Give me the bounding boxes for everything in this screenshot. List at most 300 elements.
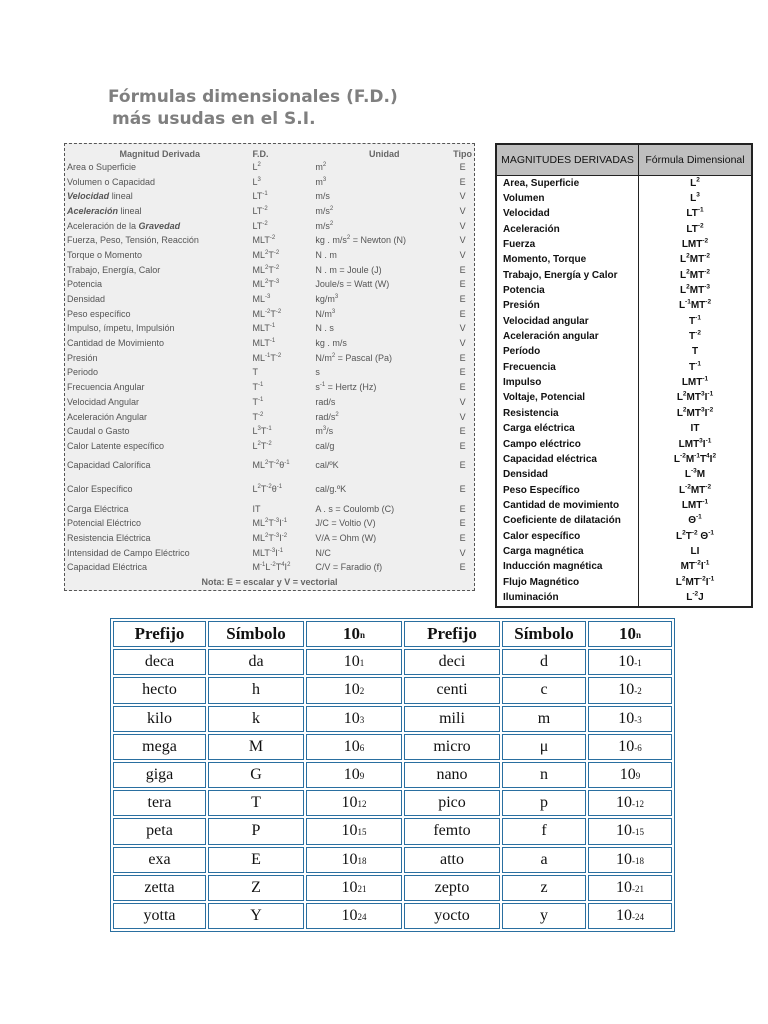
table-row xyxy=(67,478,472,502)
formula-cell: $\Theta^{-1}$ xyxy=(639,514,753,529)
formula-cell: $L^{-1}MT^{-2}$ xyxy=(639,299,753,314)
unidad-cell: $N/m^2$ = Pascal (Pa) xyxy=(315,352,392,363)
power-cell: $10^{-12}$ xyxy=(588,790,672,816)
table-row xyxy=(67,307,472,322)
fd-cell: $T^{-1}$ xyxy=(252,382,264,393)
magnitud-cell: Presión xyxy=(503,300,540,312)
table-row xyxy=(113,734,672,760)
fd-cell: IT xyxy=(252,503,261,514)
magnitud-cell: Período xyxy=(503,346,541,358)
formula-cell: $L^2MT^{-2}$ xyxy=(639,253,753,268)
magnitud-cell: Frecuencia Angular xyxy=(67,382,145,393)
magnitud-cell: Cantidad de Movimiento xyxy=(67,338,165,349)
formula-cell: $L^2T^{-2}$ $\Theta^{-1}$ xyxy=(639,529,753,544)
power-cell: $10^{24}$ xyxy=(306,903,402,929)
table-row xyxy=(496,483,752,498)
unidad-cell: C/V = Faradio (f) xyxy=(315,562,383,573)
prefix-cell: mega xyxy=(113,734,206,760)
power-cell: $10^9$ xyxy=(306,762,402,788)
unidad-cell: $kg/m^3$ xyxy=(315,294,339,305)
power-cell: $10^1$ xyxy=(306,649,402,675)
symbol-cell: E xyxy=(208,847,304,873)
magnitud-cell: Inducción magnética xyxy=(503,561,603,573)
fd-cell: $ML^{-1}T^{-2}$ xyxy=(252,352,282,363)
magnitud-cell: Presión xyxy=(67,352,98,363)
fd-cell: $MLT^{-2}$ xyxy=(252,235,276,246)
formula-cell: $L^2MT^3I^{-2}$ xyxy=(639,406,753,421)
symbol-cell: μ xyxy=(502,734,586,760)
table-row xyxy=(496,253,752,268)
fd-cell: $MLT^{-1}$ xyxy=(252,323,276,334)
table-row xyxy=(67,278,472,293)
symbol-cell: da xyxy=(208,649,304,675)
magnitud-cell: Potencia xyxy=(67,279,103,290)
table-row xyxy=(67,424,472,439)
header-tipo: Tipo xyxy=(453,148,472,159)
unidad-cell: rad/s xyxy=(315,396,336,407)
power-cell: $10^2$ xyxy=(306,677,402,703)
formula-cell: $LMT^3I^{-1}$ xyxy=(639,437,753,452)
unidad-cell: N . s xyxy=(315,323,334,334)
magnitud-cell: Velocidad xyxy=(503,208,550,220)
magnitud-cell: Capacidad eléctrica xyxy=(503,453,597,465)
prefix-cell: giga xyxy=(113,762,206,788)
unidad-cell: Joule/s = Watt (W) xyxy=(315,279,390,290)
prefix-cell: exa xyxy=(113,847,206,873)
formula-cell: $LMT^{-2}$ xyxy=(639,237,753,252)
power-cell: $10^{-2}$ xyxy=(588,677,672,703)
magnitud-cell: Velocidad lineal xyxy=(67,191,133,202)
tipo-cell: V xyxy=(459,338,466,349)
table-row xyxy=(67,410,472,425)
unidad-cell: $m^3$ xyxy=(315,176,327,187)
fd-cell: $ML^{-2}T^{-2}$ xyxy=(252,308,282,319)
power-cell: $10^{18}$ xyxy=(306,847,402,873)
power-cell: $10^6$ xyxy=(306,734,402,760)
magnitud-cell: Velocidad Angular xyxy=(67,396,140,407)
table-row xyxy=(67,366,472,381)
unidad-cell: $s^{-1}$ = Hertz (Hz) xyxy=(315,382,377,393)
table-row xyxy=(67,561,472,576)
magnitud-cell: Densidad xyxy=(503,469,549,481)
table-row xyxy=(496,176,752,192)
prefix-cell: micro xyxy=(404,734,500,760)
formula-cell: $MT^{-2}I^{-1}$ xyxy=(639,560,753,575)
header-unidad: Unidad xyxy=(368,148,400,159)
prefix-cell: peta xyxy=(113,818,206,844)
formula-cell: LI xyxy=(639,544,753,559)
magnitud-cell: Trabajo, Energía y Calor xyxy=(503,269,618,281)
fd-cell: $T^{-2}$ xyxy=(252,411,264,422)
tipo-cell: E xyxy=(459,382,466,393)
unidad-cell: $m^3/s$ xyxy=(315,426,334,437)
unidad-cell: J/C = Voltio (V) xyxy=(315,518,376,529)
prefix-cell: zepto xyxy=(404,875,500,901)
magnitud-cell: Resistencia Eléctrica xyxy=(67,532,151,543)
table-row xyxy=(496,237,752,252)
tipo-cell: E xyxy=(459,279,466,290)
table-row xyxy=(67,454,472,478)
magnitud-cell: Cantidad de movimiento xyxy=(503,499,620,511)
prefix-cell: tera xyxy=(113,790,206,816)
fd-cell: $ML^2T^{-2}$ xyxy=(252,264,280,275)
prefix-cell: deci xyxy=(404,649,500,675)
magnitud-cell: Periodo xyxy=(67,367,99,378)
symbol-cell: T xyxy=(208,790,304,816)
tipo-cell: E xyxy=(459,308,466,319)
table-row xyxy=(113,706,672,732)
fd-cell: $ML^2T^{-3}I^{-2}$ xyxy=(252,532,288,543)
power-cell: $10^{-18}$ xyxy=(588,847,672,873)
unidad-cell: N . m xyxy=(315,249,337,260)
symbol-cell: Y xyxy=(208,903,304,929)
table-note: Nota: E = escalar y V = vectorial xyxy=(201,577,338,587)
fd-cell: $L^2$ xyxy=(252,161,261,172)
fd-cell: $L^3T^{-1}$ xyxy=(252,426,272,437)
magnitud-cell: Coeficiente de dilatación xyxy=(503,515,621,527)
magnitud-cell: Peso Específico xyxy=(503,484,580,496)
formula-cell: $LT^{-2}$ xyxy=(639,222,753,237)
magnitud-cell: Calor Específico xyxy=(67,484,133,495)
table-row xyxy=(67,204,472,219)
table-row xyxy=(67,336,472,351)
symbol-cell: n xyxy=(502,762,586,788)
magnitud-cell: Volumen xyxy=(503,193,545,205)
tipo-cell: E xyxy=(459,294,466,305)
fd-cell: $MLT^{-1}$ xyxy=(252,338,276,349)
table-row xyxy=(496,575,752,590)
header-formula: Fórmula Dimensional xyxy=(639,144,753,176)
power-cell: $10^3$ xyxy=(306,706,402,732)
table-row xyxy=(496,437,752,452)
symbol-cell: z xyxy=(502,875,586,901)
table-row xyxy=(67,263,472,278)
fd-cell: T xyxy=(252,367,258,378)
magnitud-cell: Aceleración xyxy=(503,223,560,235)
magnitud-cell: Capacidad Eléctrica xyxy=(67,562,148,573)
dimensional-formulas-table xyxy=(64,143,475,591)
magnitud-cell: Velocidad angular xyxy=(503,315,589,327)
magnitud-cell: Impulso, ímpetu, Impulsión xyxy=(67,323,175,334)
table-row xyxy=(113,847,672,873)
table-row xyxy=(113,649,672,675)
page-title xyxy=(108,86,398,130)
fd-cell: $L^3$ xyxy=(252,176,261,187)
unidad-cell: cal/g xyxy=(315,440,335,451)
header-magnitudes: MAGNITUDES DERIVADAS xyxy=(496,144,639,176)
table-header-row xyxy=(67,147,472,160)
unidad-cell: $m/s^2$ xyxy=(315,205,334,216)
symbol-cell: m xyxy=(502,706,586,732)
prefix-cell: femto xyxy=(404,818,500,844)
table-row xyxy=(496,207,752,222)
table-header-row xyxy=(113,621,672,647)
symbol-cell: p xyxy=(502,790,586,816)
unidad-cell: rad/$s^2$ xyxy=(315,411,339,422)
fd-cell: $L^2T^{-2}\theta^{-1}$ xyxy=(252,484,283,495)
formula-cell: $L^2MT^{-2}I^{-1}$ xyxy=(639,575,753,590)
power-cell: $10^{-24}$ xyxy=(588,903,672,929)
table-row xyxy=(67,219,472,234)
magnitud-cell: Trabajo, Energía, Calor xyxy=(67,264,161,275)
power-cell: $10^{-3}$ xyxy=(588,706,672,732)
magnitud-cell: Aceleración Angular xyxy=(67,411,148,422)
table-row xyxy=(113,903,672,929)
table-row xyxy=(496,560,752,575)
unidad-cell: s xyxy=(315,367,320,378)
magnitud-cell: Aceleración lineal xyxy=(67,205,142,216)
table-header-row xyxy=(496,144,752,176)
table-row xyxy=(496,283,752,298)
table-row xyxy=(113,677,672,703)
table-row xyxy=(113,818,672,844)
magnitud-cell: Volumen o Capacidad xyxy=(67,176,156,187)
table-row xyxy=(496,406,752,421)
header-simbolo: Símbolo xyxy=(502,621,586,647)
table-row xyxy=(496,299,752,314)
table-row xyxy=(496,268,752,283)
prefix-cell: zetta xyxy=(113,875,206,901)
formula-cell: $L^2MT^{-3}$ xyxy=(639,283,753,298)
tipo-cell: V xyxy=(459,205,466,216)
fd-cell: $ML^2T^{-3}$ xyxy=(252,279,280,290)
magnitud-cell: Aceleración angular xyxy=(503,331,599,343)
magnitud-cell: Potencia xyxy=(503,285,545,297)
unidad-cell: $m/s^2$ xyxy=(315,220,334,231)
unidad-cell: m/s xyxy=(315,191,330,202)
title-line-1: Fórmulas dimensionales (F.D.) xyxy=(108,87,398,107)
unidad-cell: cal/g.ºK xyxy=(315,484,347,495)
formula-cell: $L^{-2}J$ xyxy=(639,590,753,606)
prefix-cell: atto xyxy=(404,847,500,873)
unidad-cell: kg . $m/s^2$ = Newton (N) xyxy=(315,235,406,246)
magnitud-cell: Fuerza, Peso, Tensión, Reacción xyxy=(67,235,199,246)
prefix-cell: mili xyxy=(404,706,500,732)
magnitud-cell: Momento, Torque xyxy=(503,254,587,266)
table-row xyxy=(67,233,472,248)
magnitud-cell: Resistencia xyxy=(503,407,559,419)
unidad-cell: N . m = Joule (J) xyxy=(315,264,382,275)
table-row xyxy=(113,762,672,788)
tipo-cell: E xyxy=(459,264,466,275)
table-row xyxy=(67,546,472,561)
prefix-cell: pico xyxy=(404,790,500,816)
formula-cell: $L^{-3}M$ xyxy=(639,468,753,483)
table-row xyxy=(496,514,752,529)
header-prefijo: Prefijo xyxy=(113,621,206,647)
table-row xyxy=(496,360,752,375)
table-row xyxy=(67,189,472,204)
formula-cell: $T^{-1}$ xyxy=(639,360,753,375)
symbol-cell: c xyxy=(502,677,586,703)
formula-cell: $L^3$ xyxy=(639,191,753,206)
magnitud-cell: Calor específico xyxy=(503,530,581,542)
header-simbolo: Símbolo xyxy=(208,621,304,647)
formula-cell: $LT^{-1}$ xyxy=(639,207,753,222)
prefix-cell: yotta xyxy=(113,903,206,929)
formula-cell: $L^2$ xyxy=(639,176,753,192)
tipo-cell: E xyxy=(459,503,466,514)
magnitud-cell: Potencial Eléctrico xyxy=(67,518,142,529)
tipo-cell: E xyxy=(459,460,466,471)
power-cell: $10^{12}$ xyxy=(306,790,402,816)
table-row xyxy=(67,502,472,517)
fd-cell: $LT^{-2}$ xyxy=(252,205,268,216)
header-prefijo: Prefijo xyxy=(404,621,500,647)
tipo-cell: E xyxy=(459,440,466,451)
prefix-cell: centi xyxy=(404,677,500,703)
fd-cell: $ML^2T^{-2}$ xyxy=(252,249,280,260)
table-row xyxy=(67,351,472,366)
power-cell: $10^{-1}$ xyxy=(588,649,672,675)
fd-cell: $ML^2T^{-2}\theta^{-1}$ xyxy=(252,460,290,471)
magnitud-cell: Iluminación xyxy=(503,591,559,603)
magnitud-cell: Voltaje, Potencial xyxy=(503,392,586,404)
table-row xyxy=(496,452,752,467)
prefix-cell: nano xyxy=(404,762,500,788)
table-row xyxy=(496,544,752,559)
magnitud-cell: Impulso xyxy=(503,377,542,389)
magnitud-cell: Area, Superficie xyxy=(503,177,580,189)
formula-cell: $LMT^{-1}$ xyxy=(639,375,753,390)
tipo-cell: E xyxy=(459,176,466,187)
table-row xyxy=(496,498,752,513)
header-potencia: 10$^n$ xyxy=(306,621,402,647)
tipo-cell: E xyxy=(459,532,466,543)
prefix-cell: deca xyxy=(113,649,206,675)
magnitud-cell: Carga magnética xyxy=(503,545,584,557)
formula-cell: T xyxy=(639,345,753,360)
tipo-cell: E xyxy=(459,161,466,172)
magnitud-cell: Torque o Momento xyxy=(67,249,143,260)
tipo-cell: V xyxy=(459,396,466,407)
tipo-cell: V xyxy=(459,249,466,260)
table-row xyxy=(496,329,752,344)
magnitud-cell: Area o Superficie xyxy=(67,161,137,172)
prefix-cell: hecto xyxy=(113,677,206,703)
tipo-cell: E xyxy=(459,367,466,378)
table-row xyxy=(67,516,472,531)
symbol-cell: M xyxy=(208,734,304,760)
tipo-cell: E xyxy=(459,352,466,363)
fd-cell: $ML^2T^{-3}I^{-1}$ xyxy=(252,518,288,529)
formula-cell: $T^{-2}$ xyxy=(639,329,753,344)
unidad-cell: cal/ºK xyxy=(315,460,339,471)
power-cell: $10^{15}$ xyxy=(306,818,402,844)
table-row xyxy=(496,222,752,237)
fd-cell: $ML^{-3}$ xyxy=(252,294,271,305)
table-row xyxy=(496,590,752,606)
tipo-cell: E xyxy=(459,484,466,495)
table-row xyxy=(113,875,672,901)
derived-magnitudes-table xyxy=(495,143,753,608)
table-row xyxy=(496,314,752,329)
symbol-cell: k xyxy=(208,706,304,732)
tipo-cell: V xyxy=(459,220,466,231)
magnitud-cell: Capacidad Calorífica xyxy=(67,460,151,471)
magnitud-cell: Carga Eléctrica xyxy=(67,503,129,514)
formula-cell: $L^{-2}M^{-1}T^4I^2$ xyxy=(639,452,753,467)
table-row xyxy=(496,375,752,390)
header-fd: F.D. xyxy=(252,148,269,159)
fd-cell: $LT^{-1}$ xyxy=(252,191,268,202)
symbol-cell: P xyxy=(208,818,304,844)
formula-cell: $L^2MT^3I^{-1}$ xyxy=(639,391,753,406)
symbol-cell: f xyxy=(502,818,586,844)
table-row xyxy=(67,160,472,175)
formula-cell: IT xyxy=(639,422,753,437)
power-cell: $10^{-21}$ xyxy=(588,875,672,901)
unidad-cell: $N/m^3$ xyxy=(315,308,336,319)
symbol-cell: y xyxy=(502,903,586,929)
unidad-cell: A . s = Coulomb (C) xyxy=(315,503,395,514)
magnitud-cell: Densidad xyxy=(67,294,106,305)
tipo-cell: E xyxy=(459,426,466,437)
symbol-cell: Z xyxy=(208,875,304,901)
table-row xyxy=(496,345,752,360)
table-row xyxy=(496,422,752,437)
symbol-cell: d xyxy=(502,649,586,675)
power-cell: $10^9$ xyxy=(588,762,672,788)
tipo-cell: E xyxy=(459,518,466,529)
table-row xyxy=(67,322,472,337)
formula-cell: $L^2MT^{-2}$ xyxy=(639,268,753,283)
symbol-cell: h xyxy=(208,677,304,703)
table-row xyxy=(496,529,752,544)
tipo-cell: V xyxy=(459,547,466,558)
table-row xyxy=(496,468,752,483)
magnitud-cell: Fuerza xyxy=(503,239,536,251)
formula-cell: $L^{-2}MT^{-2}$ xyxy=(639,483,753,498)
fd-cell: $L^2T^{-2}$ xyxy=(252,440,272,451)
power-cell: $10^{-15}$ xyxy=(588,818,672,844)
tipo-cell: V xyxy=(459,411,466,422)
magnitud-cell: Campo eléctrico xyxy=(503,438,581,450)
tipo-cell: V xyxy=(459,235,466,246)
magnitud-cell: Aceleración de la Gravedad xyxy=(67,220,181,231)
prefix-cell: kilo xyxy=(113,706,206,732)
fd-cell: $T^{-1}$ xyxy=(252,396,264,407)
header-magnitud: Magnitud Derivada xyxy=(119,148,200,159)
magnitud-cell: Frecuencia xyxy=(503,361,556,373)
si-prefix-table xyxy=(110,618,675,932)
table-row xyxy=(67,175,472,190)
header-potencia: 10$^n$ xyxy=(588,621,672,647)
table-row xyxy=(113,790,672,816)
fd-cell: $LT^{-2}$ xyxy=(252,220,268,231)
symbol-cell: G xyxy=(208,762,304,788)
tipo-cell: V xyxy=(459,191,466,202)
fd-cell: $M^{-1}L^{-2}T^4I^2$ xyxy=(252,562,291,573)
table-row xyxy=(496,191,752,206)
tipo-cell: V xyxy=(459,323,466,334)
tipo-cell: E xyxy=(459,562,466,573)
fd-cell: $MLT^{-3}I^{-1}$ xyxy=(252,547,284,558)
prefix-cell: yocto xyxy=(404,903,500,929)
magnitud-cell: Caudal o Gasto xyxy=(67,426,130,437)
unidad-cell: $m^2$ xyxy=(315,161,327,172)
table-row xyxy=(67,380,472,395)
unidad-cell: V/A = Ohm (W) xyxy=(315,532,377,543)
title-line-2: más usudas en el S.I. xyxy=(112,109,316,129)
unidad-cell: kg . m/s xyxy=(315,338,347,349)
symbol-cell: a xyxy=(502,847,586,873)
power-cell: $10^{-6}$ xyxy=(588,734,672,760)
magnitud-cell: Intensidad de Campo Eléctrico xyxy=(67,547,190,558)
table-row xyxy=(496,391,752,406)
unidad-cell: N/C xyxy=(315,547,331,558)
table-row xyxy=(67,439,472,454)
